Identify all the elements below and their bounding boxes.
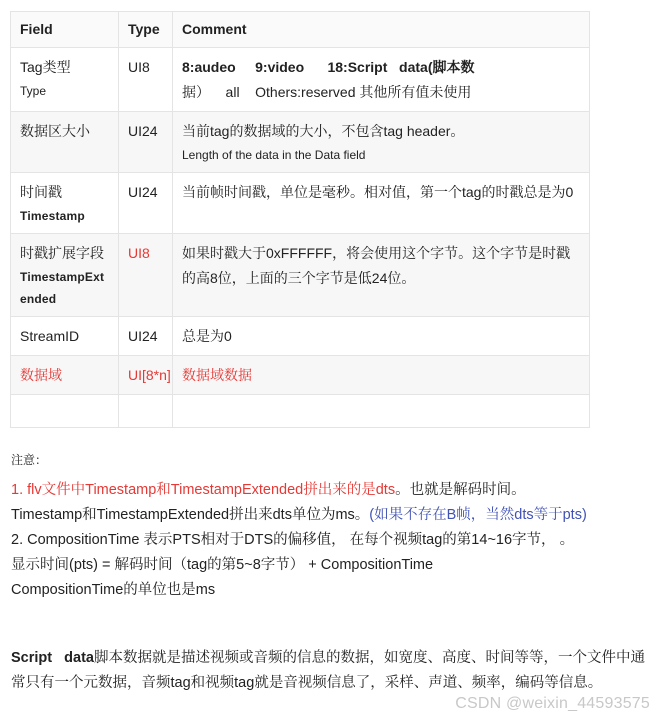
type-cell: UI24 bbox=[119, 317, 173, 356]
csdn-watermark: CSDN @weixin_44593575 bbox=[455, 695, 650, 712]
note-text: Timestamp和TimestampExtended拼出来dts单位为ms。 bbox=[11, 507, 370, 523]
paragraph-text: 脚本数据就是描述视频或音频的信息的数据，如宽度、高度、时间等等，一个文件中通常只有一个元数据，音频tag和视频tag就是音视频信息了，采样、声道、频率，编码等信息。 bbox=[11, 650, 645, 691]
header-type: Type bbox=[119, 12, 173, 48]
field-cell bbox=[11, 234, 119, 317]
note-line-5: CompositionTime的单位也是ms bbox=[11, 582, 216, 598]
comment-cell bbox=[173, 112, 590, 173]
header-comment: Comment bbox=[173, 12, 590, 48]
table-row bbox=[11, 112, 590, 173]
field-name: 时间戳 bbox=[20, 184, 62, 200]
comment-subtext: Length of the data in the Data field bbox=[182, 148, 366, 162]
field-subname: Timestamp bbox=[20, 209, 85, 223]
field-cell: StreamID bbox=[11, 317, 119, 356]
table-row bbox=[11, 234, 590, 317]
comment-cell: 当前帧时间戳，单位是毫秒。相对值，第一个tag的时戳总是为0 bbox=[173, 173, 590, 234]
flv-tag-header-table bbox=[10, 11, 590, 428]
field-cell bbox=[11, 112, 119, 173]
field-subname: Type bbox=[20, 84, 47, 98]
comment-line: 8:audeo 9:video 18:Script data(脚本数 bbox=[182, 59, 475, 75]
field-cell bbox=[11, 395, 119, 428]
comment-cell: 数据域数据 bbox=[173, 356, 590, 395]
field-cell bbox=[11, 48, 119, 112]
field-subname: TimestampExtended bbox=[20, 270, 105, 306]
field-name: 时戳扩展字段 bbox=[20, 245, 104, 261]
comment-cell: 如果时戳大于0xFFFFFF，将会使用这个字节。这个字节是时戳的高8位，上面的三个字节是低24位。 bbox=[173, 234, 590, 317]
field-name: 数据区大小 bbox=[20, 123, 90, 139]
table-row bbox=[11, 317, 590, 356]
note-line-2 bbox=[11, 503, 641, 528]
table-row bbox=[11, 173, 590, 234]
comment-cell bbox=[173, 48, 590, 112]
note-line-3: 2. CompositionTime 表示PTS相对于DTS的偏移值， 在每个视频tag的第14~16字节， 。 bbox=[11, 532, 575, 548]
comment-line: 据） all Others:reserved 其他所有值未使用 bbox=[182, 84, 472, 100]
note-line-4: 显示时间(pts) = 解码时间（tag的第5~8字节） + CompositionTime bbox=[11, 557, 434, 573]
notes-section bbox=[11, 451, 641, 603]
table-row bbox=[11, 356, 590, 395]
header-field: Field bbox=[11, 12, 119, 48]
field-name: Tag类型 bbox=[20, 59, 71, 75]
comment-cell: 总是为0 bbox=[173, 317, 590, 356]
type-cell: UI24 bbox=[119, 173, 173, 234]
note-highlight-blue: (如果不存在B帧，当然dts等于pts) bbox=[369, 507, 587, 523]
type-cell bbox=[119, 395, 173, 428]
field-cell bbox=[11, 173, 119, 234]
type-cell: UI[8*n] bbox=[119, 356, 173, 395]
note-highlight-red: 1. flv文件中Timestamp和TimestampExtended拼出来的是dts bbox=[11, 482, 396, 498]
field-cell: 数据域 bbox=[11, 356, 119, 395]
note-line-1 bbox=[11, 478, 641, 503]
notes-heading: 注意： bbox=[11, 453, 48, 467]
script-data-paragraph bbox=[11, 646, 655, 696]
note-text: 。也就是解码时间。 bbox=[395, 482, 526, 498]
comment-text: 当前tag的数据域的大小，不包含tag header。 bbox=[182, 123, 465, 139]
type-cell: UI8 bbox=[119, 48, 173, 112]
paragraph-lead: Script data bbox=[11, 650, 94, 666]
table-row bbox=[11, 48, 590, 112]
type-cell: UI8 bbox=[119, 234, 173, 317]
comment-cell bbox=[173, 395, 590, 428]
table-header-row bbox=[11, 12, 590, 48]
type-cell: UI24 bbox=[119, 112, 173, 173]
table-row-empty bbox=[11, 395, 590, 428]
